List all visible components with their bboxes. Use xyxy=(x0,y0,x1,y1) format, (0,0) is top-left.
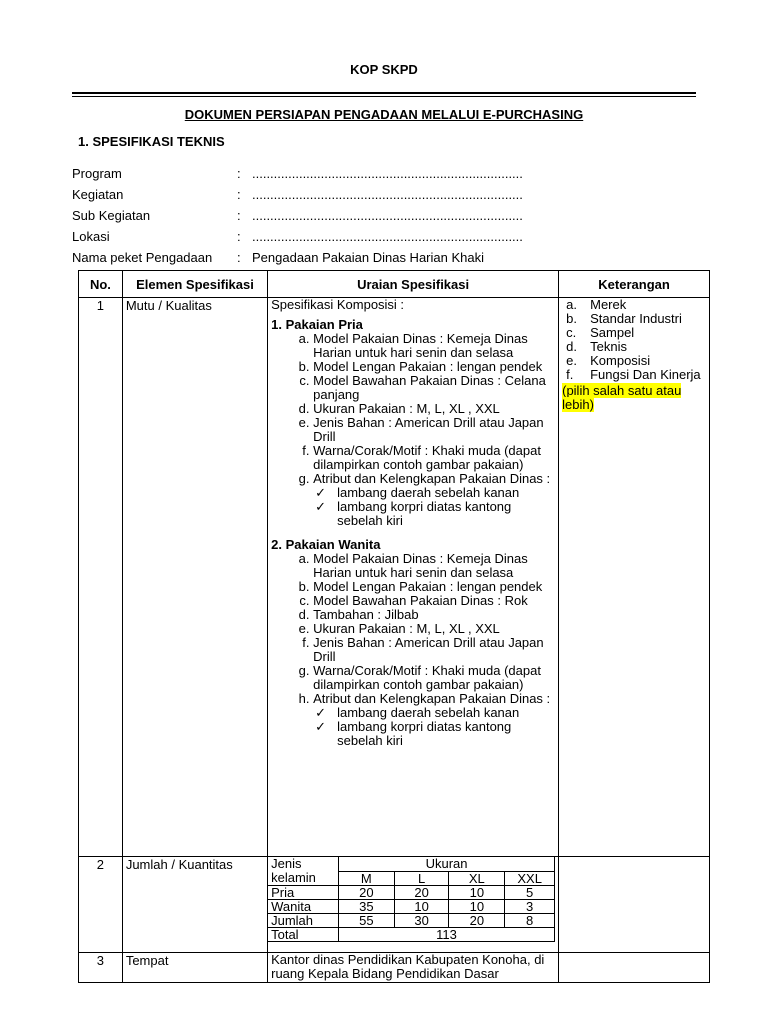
table-row-jumlah xyxy=(79,857,710,953)
pakaian-wanita-title: 2. Pakaian Wanita xyxy=(271,537,381,552)
list-item: g. Atribut dan Kelengkapan Pakaian Dinas : xyxy=(313,472,555,486)
cell: 10 xyxy=(449,886,505,900)
header-no: No. xyxy=(79,271,123,298)
meta-label: Kegiatan xyxy=(72,187,124,202)
row-uraian: Kantor dinas Pendidikan Kabupaten Konoha, di ruang Kepala Bidang Pendidikan Dasar xyxy=(268,953,559,983)
row-number: 2 xyxy=(79,857,123,953)
checkmark-icon: ✓ xyxy=(315,499,327,514)
meta-value: ........................................................................... xyxy=(252,208,523,223)
cell: 20 xyxy=(394,886,449,900)
cell: 10 xyxy=(394,900,449,914)
table-row-mutu xyxy=(79,298,710,857)
row-label: Total xyxy=(268,928,339,942)
list-item: ✓ lambang daerah sebelah kanan xyxy=(315,705,520,720)
row-keterangan xyxy=(559,298,710,857)
list-item: b. Standar Industri xyxy=(566,311,682,326)
wanita-attribute-list xyxy=(271,706,555,748)
header-keterangan: Keterangan xyxy=(559,271,710,298)
checkmark-icon: ✓ xyxy=(315,485,327,500)
table-row xyxy=(268,900,555,914)
meta-colon: : xyxy=(237,187,241,202)
pakaian-wanita-list xyxy=(271,552,555,706)
meta-colon: : xyxy=(237,166,241,181)
row-elemen: Mutu / Kualitas xyxy=(122,298,267,857)
table-row-tempat xyxy=(79,953,710,983)
cell: 5 xyxy=(505,886,555,900)
table-row xyxy=(268,886,555,900)
cell: 20 xyxy=(449,914,505,928)
list-item: a. Merek xyxy=(566,297,627,312)
checkmark-icon: ✓ xyxy=(315,705,327,720)
quantity-header-ukuran: Ukuran xyxy=(338,857,554,872)
row-number: 1 xyxy=(79,298,123,857)
checkmark-icon: ✓ xyxy=(315,719,327,734)
list-item: h. Atribut dan Kelengkapan Pakaian Dinas : xyxy=(313,692,555,706)
list-item: c. Model Bawahan Pakaian Dinas : Rok xyxy=(313,594,555,608)
row-label: Jumlah xyxy=(268,914,339,928)
meta-value: ........................................................................... xyxy=(252,187,523,202)
row-label: Pria xyxy=(268,886,339,900)
cell: 20 xyxy=(338,886,394,900)
size-header: M xyxy=(338,871,394,886)
list-item: a. Model Pakaian Dinas : Kemeja Dinas Harian untuk hari senin dan selasa xyxy=(313,332,555,360)
row-uraian xyxy=(268,857,559,953)
header-elemen: Elemen Spesifikasi xyxy=(122,271,267,298)
meta-label: Nama peket Pengadaan xyxy=(72,250,213,265)
list-item: ✓ lambang korpri diatas kantong sebelah kiri xyxy=(315,499,512,528)
list-item: ✓ lambang korpri diatas kantong sebelah kiri xyxy=(315,719,512,748)
meta-row-program xyxy=(72,166,523,181)
size-header: XL xyxy=(449,871,505,886)
meta-row-sub-kegiatan xyxy=(72,208,523,223)
row-label: Wanita xyxy=(268,900,339,914)
quantity-table xyxy=(267,856,555,942)
header-uraian: Uraian Spesifikasi xyxy=(268,271,559,298)
list-item: b. Model Lengan Pakaian : lengan pendek xyxy=(313,580,555,594)
table-header-row xyxy=(79,271,710,298)
header-rule-thin xyxy=(72,96,696,97)
meta-value: Pengadaan Pakaian Dinas Harian Khaki xyxy=(252,250,484,265)
kop-skpd: KOP SKPD xyxy=(350,62,418,77)
pakaian-pria-list xyxy=(271,332,555,486)
row-keterangan xyxy=(559,953,710,983)
cell: 35 xyxy=(338,900,394,914)
list-item: c. Model Bawahan Pakaian Dinas : Celana panjang xyxy=(313,374,555,402)
table-row-total xyxy=(268,928,555,942)
list-item: g. Warna/Corak/Motif : Khaki muda (dapat dilampirkan contoh gambar pakaian) xyxy=(313,664,555,692)
row-uraian xyxy=(268,298,559,857)
meta-label: Program xyxy=(72,166,122,181)
cell: 3 xyxy=(505,900,555,914)
list-item: f. Fungsi Dan Kinerja xyxy=(566,367,701,382)
pakaian-pria-title: 1. Pakaian Pria xyxy=(271,317,363,332)
meta-value: ........................................................................... xyxy=(252,229,523,244)
cell: 30 xyxy=(394,914,449,928)
meta-colon: : xyxy=(237,208,241,223)
list-item: f. Warna/Corak/Motif : Khaki muda (dapat dilampirkan contoh gambar pakaian) xyxy=(313,444,555,472)
document-title: DOKUMEN PERSIAPAN PENGADAAN MELALUI E-PURCHASING xyxy=(184,107,584,122)
size-header: L xyxy=(394,871,449,886)
list-item: e. Komposisi xyxy=(566,353,651,368)
list-item: e. Ukuran Pakaian : M, L, XL , XXL xyxy=(313,622,555,636)
section-title: 1. SPESIFIKASI TEKNIS xyxy=(78,134,225,149)
specification-table xyxy=(78,270,710,983)
row-number: 3 xyxy=(79,953,123,983)
cell: 10 xyxy=(449,900,505,914)
row-elemen: Jumlah / Kuantitas xyxy=(122,857,267,953)
keterangan-list xyxy=(562,298,706,382)
header-rule-thick xyxy=(72,92,696,94)
list-item: d. Tambahan : Jilbab xyxy=(313,608,555,622)
meta-colon: : xyxy=(237,250,241,265)
meta-row-nama-paket xyxy=(72,250,484,265)
meta-row-kegiatan xyxy=(72,187,523,202)
uraian-intro: Spesifikasi Komposisi : xyxy=(271,297,405,312)
row-elemen: Tempat xyxy=(122,953,267,983)
list-item: d. Teknis xyxy=(566,339,627,354)
list-item: d. Ukuran Pakaian : M, L, XL , XXL xyxy=(313,402,555,416)
quantity-header-jenis: Jenis kelamin xyxy=(268,857,339,886)
meta-colon: : xyxy=(237,229,241,244)
table-row xyxy=(268,914,555,928)
list-item: b. Model Lengan Pakaian : lengan pendek xyxy=(313,360,555,374)
cell: 8 xyxy=(505,914,555,928)
list-item: f. Jenis Bahan : American Drill atau Japan Drill xyxy=(313,636,555,664)
list-item: a. Model Pakaian Dinas : Kemeja Dinas Harian untuk hari senin dan selasa xyxy=(313,552,555,580)
meta-row-lokasi xyxy=(72,229,523,244)
cell: 55 xyxy=(338,914,394,928)
list-item: c. Sampel xyxy=(566,325,635,340)
meta-label: Sub Kegiatan xyxy=(72,208,151,223)
row-keterangan xyxy=(559,857,710,953)
list-item: e. Jenis Bahan : American Drill atau Japan Drill xyxy=(313,416,555,444)
keterangan-note: (pilih salah satu atau lebih) xyxy=(562,383,682,412)
list-item: ✓ lambang daerah sebelah kanan xyxy=(315,485,520,500)
size-header: XXL xyxy=(505,871,555,886)
meta-label: Lokasi xyxy=(72,229,110,244)
meta-value: ........................................................................... xyxy=(252,166,523,181)
total-value: 113 xyxy=(338,928,554,942)
pria-attribute-list xyxy=(271,486,555,528)
